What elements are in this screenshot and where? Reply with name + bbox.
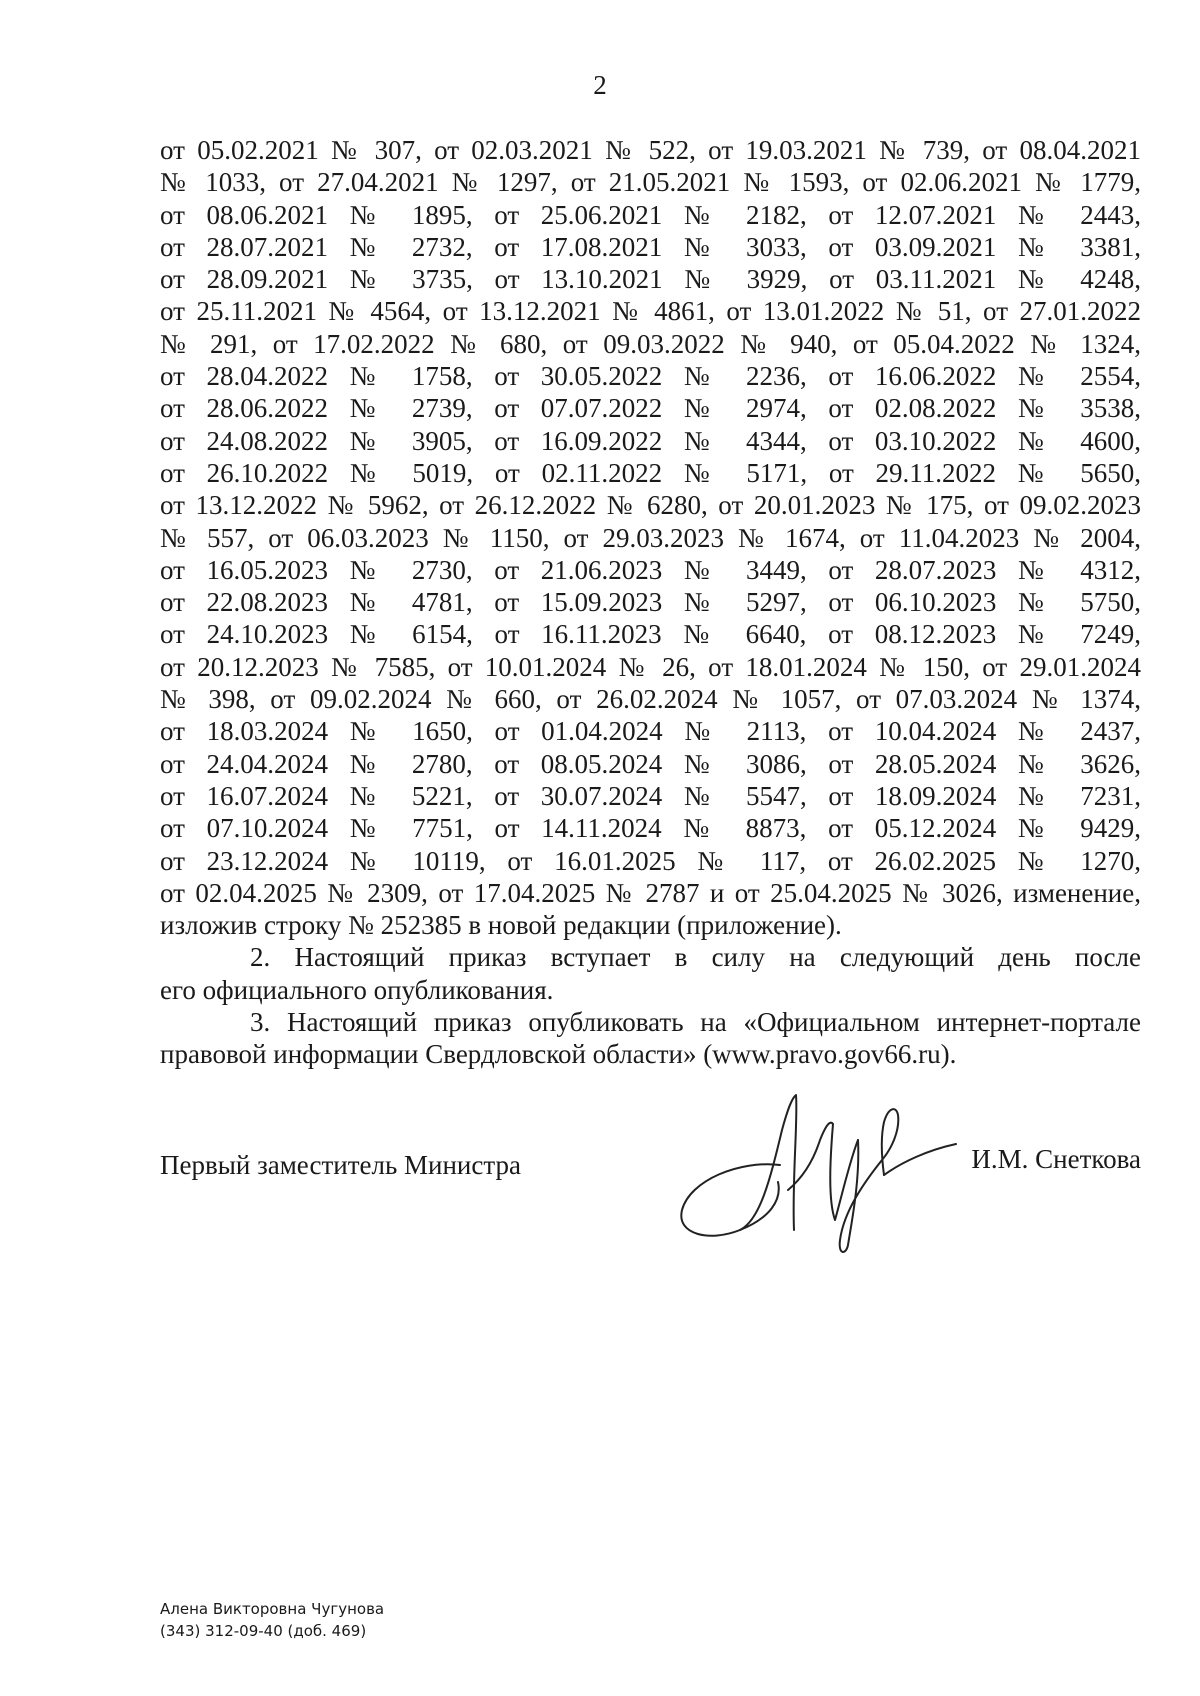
body-line: от 16.05.2023 № 2730, от 21.06.2023 № 3449, от 28.07.2023 № 4312,: [160, 554, 1141, 585]
body-line: от 28.09.2021 № 3735, от 13.10.2021 № 3929, от 03.11.2021 № 4248,: [160, 264, 1141, 295]
body-line: от 28.04.2022 № 1758, от 30.05.2022 № 2236, от 16.06.2022 № 2554,: [160, 361, 1141, 392]
body-line: от 08.06.2021 № 1895, от 25.06.2021 № 2182, от 12.07.2021 № 2443,: [160, 199, 1141, 230]
body-line: от 24.10.2023 № 6154, от 16.11.2023 № 6640, от 08.12.2023 № 7249,: [160, 619, 1141, 650]
body-line: № 398, от 09.02.2024 № 660, от 26.02.2024 № 1057, от 07.03.2024 № 1374,: [160, 684, 1141, 715]
clause-2-line: 2. Настоящий приказ вступает в силу на следующий день после: [250, 942, 1141, 973]
body-line: № 1033, от 27.04.2021 № 1297, от 21.05.2021 № 1593, от 02.06.2021 № 1779,: [160, 167, 1141, 198]
executor-info: [160, 1598, 384, 1642]
body-line: от 24.04.2024 № 2780, от 08.05.2024 № 3086, от 28.05.2024 № 3626,: [160, 748, 1141, 779]
body-line: от 26.10.2022 № 5019, от 02.11.2022 № 5171, от 29.11.2022 № 5650,: [160, 457, 1141, 488]
handwritten-signature: [670, 1070, 960, 1260]
body-line: от 22.08.2023 № 4781, от 15.09.2023 № 5297, от 06.10.2023 № 5750,: [160, 587, 1141, 618]
body-line: № 557, от 06.03.2023 № 1150, от 29.03.2023 № 1674, от 11.04.2023 № 2004,: [160, 522, 1141, 553]
signer-name: И.М. Снеткова: [971, 1144, 1141, 1174]
body-line: от 24.08.2022 № 3905, от 16.09.2022 № 4344, от 03.10.2022 № 4600,: [160, 425, 1141, 456]
body-line: от 16.07.2024 № 5221, от 30.07.2024 № 5547, от 18.09.2024 № 7231,: [160, 780, 1141, 811]
body-line: от 07.10.2024 № 7751, от 14.11.2024 № 8873, от 05.12.2024 № 9429,: [160, 813, 1141, 844]
clause-3-line: 3. Настоящий приказ опубликовать на «Официальном интернет-портале: [250, 1007, 1141, 1038]
body-line: от 05.02.2021 № 307, от 02.03.2021 № 522, от 19.03.2021 № 739, от 08.04.2021: [160, 135, 1141, 165]
signature-block: [160, 1140, 1141, 1180]
executor-name: Алена Викторовна Чугунова: [160, 1600, 385, 1618]
body-line: от 23.12.2024 № 10119, от 16.01.2025 № 117, от 26.02.2025 № 1270,: [160, 845, 1141, 876]
clause-2-line: его официального опубликования.: [160, 974, 554, 1005]
executor-phone: (343) 312-09-40 (доб. 469): [160, 1622, 367, 1640]
signer-title: Первый заместитель Министра: [160, 1150, 521, 1180]
body-line: от 18.03.2024 № 1650, от 01.04.2024 № 2113, от 10.04.2024 № 2437,: [160, 716, 1141, 747]
clause-3-line: правовой информации Свердловской области» (www.pravo.gov66.ru).: [160, 1039, 957, 1070]
body-line: от 13.12.2022 № 5962, от 26.12.2022 № 6280, от 20.01.2023 № 175, от 09.02.2023: [160, 490, 1141, 521]
body-line: от 02.04.2025 № 2309, от 17.04.2025 № 2787 и от 25.04.2025 № 3026, изменение,: [160, 877, 1141, 908]
body-line: от 28.07.2021 № 2732, от 17.08.2021 № 3033, от 03.09.2021 № 3381,: [160, 231, 1141, 262]
body-line: от 20.12.2023 № 7585, от 10.01.2024 № 26, от 18.01.2024 № 150, от 29.01.2024: [160, 651, 1141, 682]
order-body-text: [160, 134, 1141, 1071]
body-line: от 28.06.2022 № 2739, от 07.07.2022 № 2974, от 02.08.2022 № 3538,: [160, 393, 1141, 424]
body-line: от 25.11.2021 № 4564, от 13.12.2021 № 4861, от 13.01.2022 № 51, от 27.01.2022: [160, 296, 1141, 327]
body-line: № 291, от 17.02.2022 № 680, от 09.03.2022 № 940, от 05.04.2022 № 1324,: [160, 328, 1141, 359]
body-line: изложив строку № 252385 в новой редакции (приложение).: [160, 910, 842, 941]
page-number: 2: [593, 70, 607, 100]
